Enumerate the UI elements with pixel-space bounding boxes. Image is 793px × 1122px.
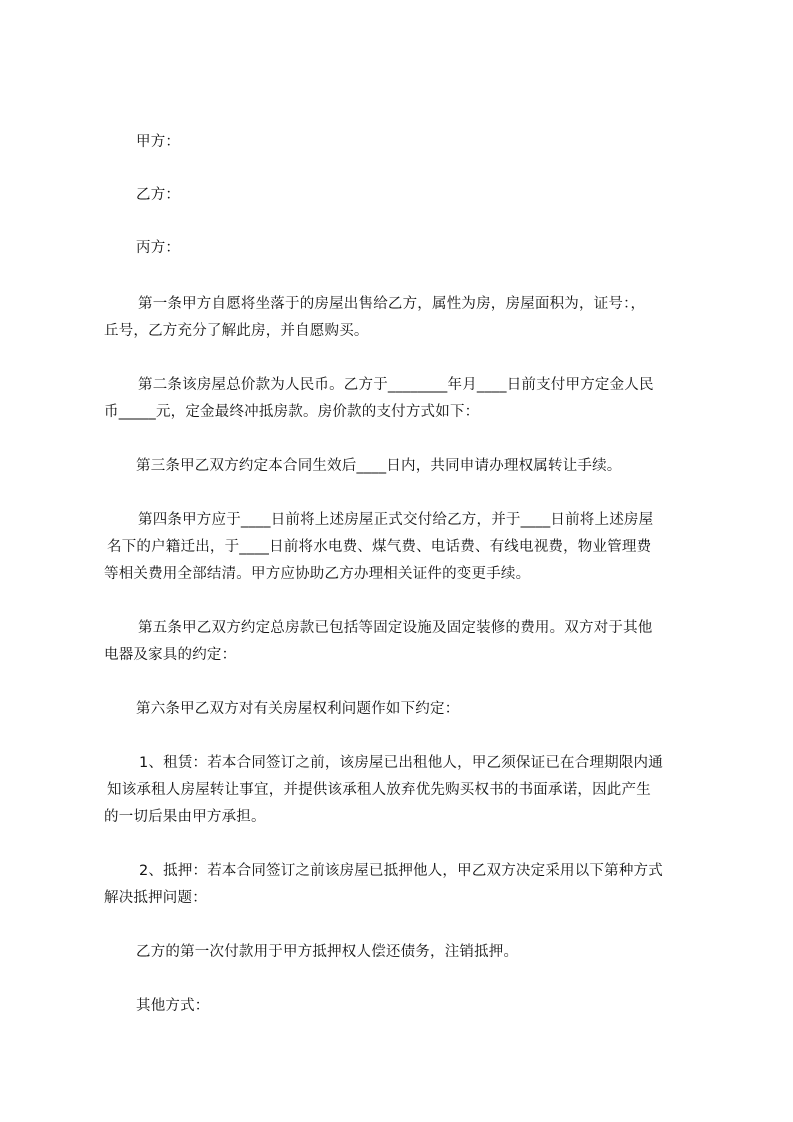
article-5-line-1: 第五条甲乙双方约定总房款已包括等固定设施及固定装修的费用。双方对于其他 [138,620,653,636]
article-1-line-2: 丘号，乙方充分了解此房，并自愿购买。 [104,323,369,339]
article-3-line-1: 第三条甲乙双方约定本合同生效后____日内，共同申请办理权属转让手续。 [136,458,622,474]
clause-lease-line-3: 的一切后果由甲方承担。 [104,809,266,825]
article-1-line-1: 第一条甲方自愿将坐落于的房屋出售给乙方，属性为房，房屋面积为，证号：， [138,296,646,312]
mortgage-option-other: 其他方式： [136,998,210,1014]
mortgage-option-1: 乙方的第一次付款用于甲方抵押权人偿还债务，注销抵押。 [136,944,519,960]
article-2-line-1: 第二条该房屋总价款为人民币。乙方于________年月____日前支付甲方定金人民 [138,377,654,393]
article-5-line-2: 电器及家具的约定： [104,647,237,663]
article-6-line-1: 第六条甲乙双方对有关房屋权利问题作如下约定： [136,701,460,717]
clause-lease-line-2: 知该承租人房屋转让事宜，并提供该承租人放弃优先购买权书的书面承诺，因此产生 [107,782,651,798]
party-a-label: 甲方： [136,134,181,150]
clause-mortgage-line-2: 解决抵押问题： [104,890,207,906]
article-4-line-2: 名下的户籍迁出，于____日前将水电费、煤气费、电话费、有线电视费，物业管理费 [107,539,652,555]
article-2-line-2: 币_____元，定金最终冲抵房款。房价款的支付方式如下： [104,404,480,420]
article-4-line-1: 第四条甲方应于____日前将上述房屋正式交付给乙方，并于____日前将上述房屋 [138,512,654,528]
clause-mortgage-line-1: 2、抵押：若本合同签订之前该房屋已抵押他人，甲乙双方决定采用以下第种方式 [139,863,663,879]
party-c-label: 丙方： [136,240,181,256]
clause-lease-line-1: 1、租赁：若本合同签订之前，该房屋已出租他人，甲乙须保证已在合理期限内通 [139,755,663,771]
party-b-label: 乙方： [136,187,181,203]
article-4-line-3: 等相关费用全部结清。甲方应协助乙方办理相关证件的变更手续。 [104,566,531,582]
